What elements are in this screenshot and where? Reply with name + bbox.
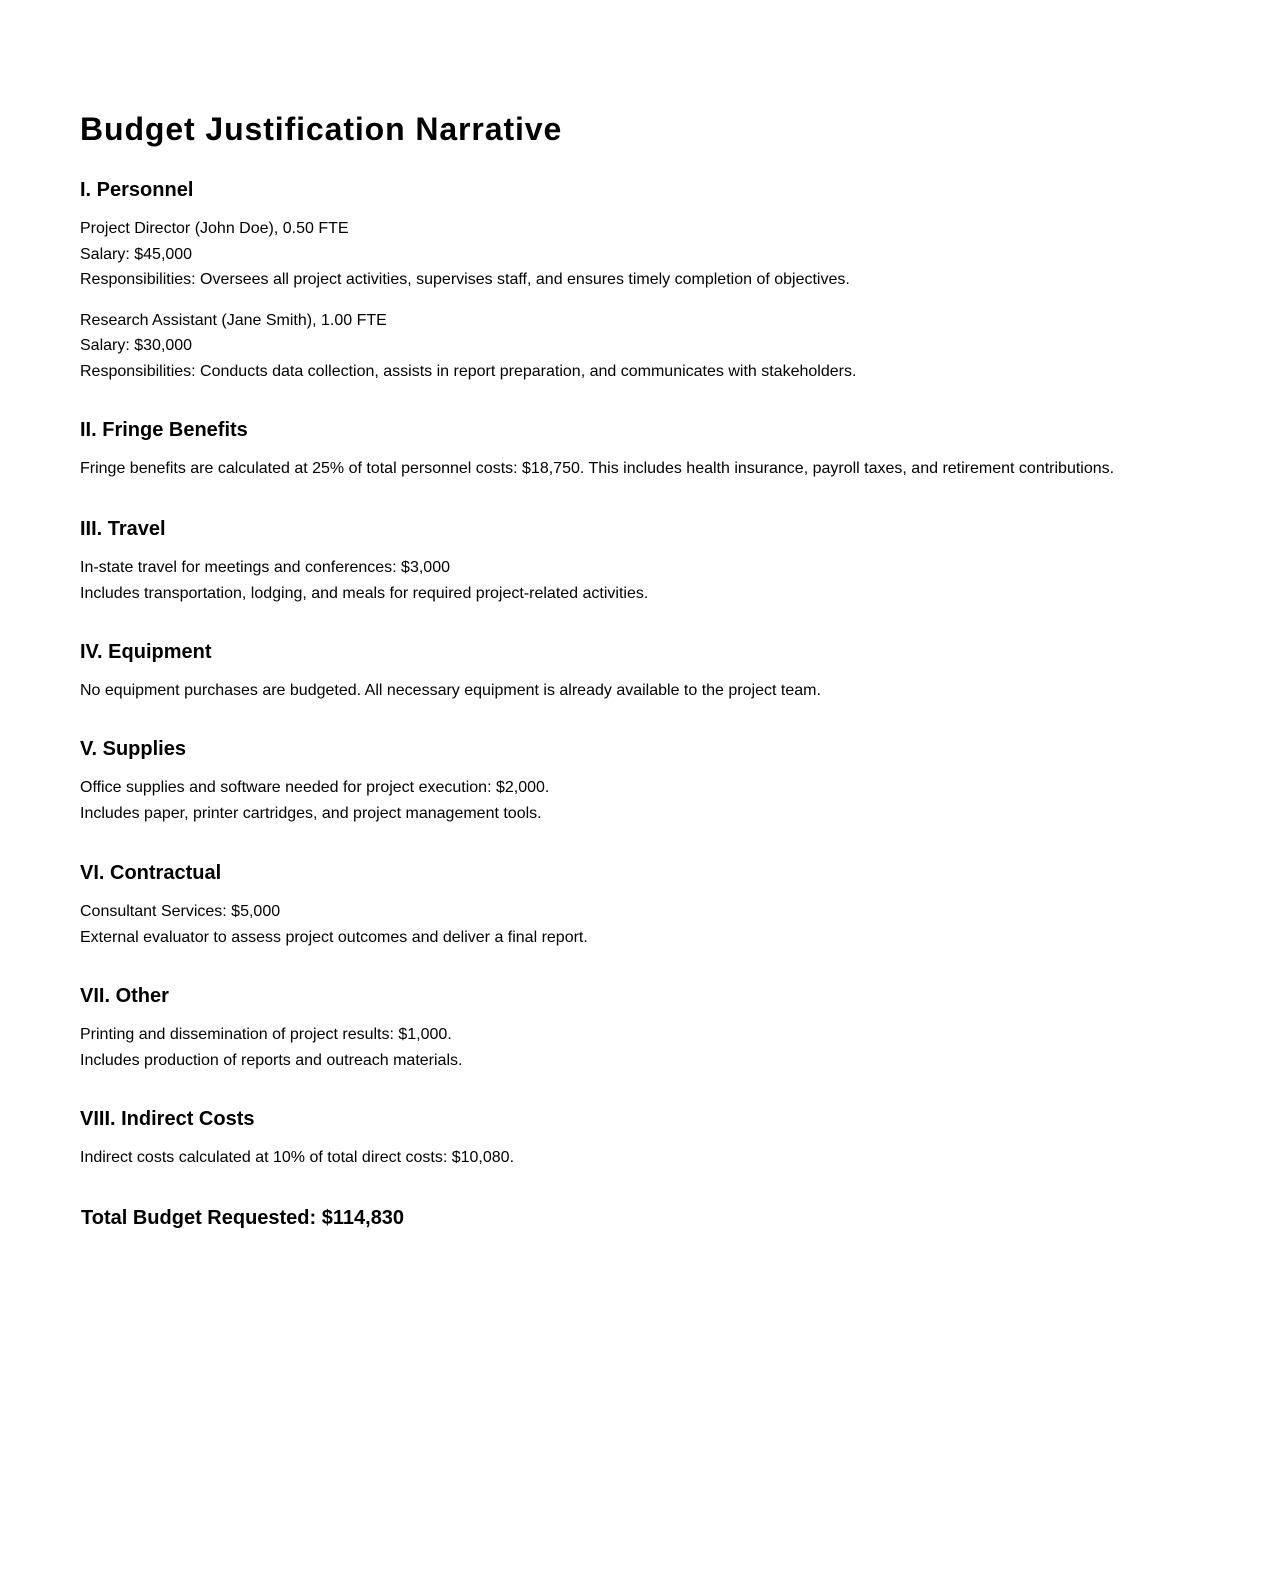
body-line: External evaluator to assess project outcomes and deliver a final report. [80,928,588,946]
section-heading: I. Personnel [80,179,194,201]
personnel-entry-research-assistant [80,308,1183,385]
section-contractual [80,860,1183,950]
section-heading: V. Supplies [80,738,186,760]
body-line: Office supplies and software needed for project execution: $2,000. [80,779,550,796]
section-body [80,216,1183,384]
body-line: Includes paper, printer cartridges, and project management tools. [80,804,542,822]
section-body [80,899,1183,950]
section-body [80,1145,1183,1171]
body-line: Indirect costs calculated at 10% of total direct costs: $10,080. [80,1149,515,1166]
position-title: Project Director (John Doe), 0.50 FTE [80,220,349,237]
body-line: Fringe benefits are calculated at 25% of total personnel costs: $18,750. This includes health insurance, payroll taxes, and retirement contributions. [80,460,1115,477]
responsibilities-line: Responsibilities: Oversees all project activities, supervises staff, and ensures timely completion of objectives. [80,271,850,288]
section-supplies [80,736,1183,826]
salary-line: Salary: $45,000 [80,245,193,263]
section-heading: VIII. Indirect Costs [80,1108,255,1130]
section-body [80,775,1183,826]
section-heading: IV. Equipment [80,641,212,663]
section-body [80,555,1183,606]
page-title: Budget Justification Narrative [80,111,563,147]
section-indirect-costs [80,1106,1183,1171]
position-title: Research Assistant (Jane Smith), 1.00 FTE [80,311,387,329]
section-heading: III. Travel [80,518,166,540]
section-body [80,678,1183,704]
section-body [80,1022,1183,1073]
salary-line: Salary: $30,000 [80,337,193,354]
section-equipment [80,639,1183,704]
section-other [80,983,1183,1073]
body-line: Includes production of reports and outreach materials. [80,1051,463,1069]
section-heading: VI. Contractual [80,862,222,884]
body-line: No equipment purchases are budgeted. All necessary equipment is already available to the project team. [80,682,821,699]
total-budget: Total Budget Requested: $114,830 [81,1207,405,1229]
personnel-entry-project-director [80,216,1183,293]
responsibilities-line: Responsibilities: Conducts data collection, assists in report preparation, and communicates with stakeholders. [80,362,857,380]
body-line: Printing and dissemination of project results: $1,000. [80,1026,452,1043]
section-personnel [80,177,1183,384]
section-body [80,456,1183,482]
body-line: Consultant Services: $5,000 [80,903,281,920]
section-heading: VII. Other [80,985,169,1007]
section-travel [80,516,1183,606]
section-heading: II. Fringe Benefits [80,419,248,441]
body-line: Includes transportation, lodging, and meals for required project-related activities. [80,584,649,602]
body-line: In-state travel for meetings and conferences: $3,000 [80,559,450,576]
section-fringe-benefits [80,417,1183,482]
